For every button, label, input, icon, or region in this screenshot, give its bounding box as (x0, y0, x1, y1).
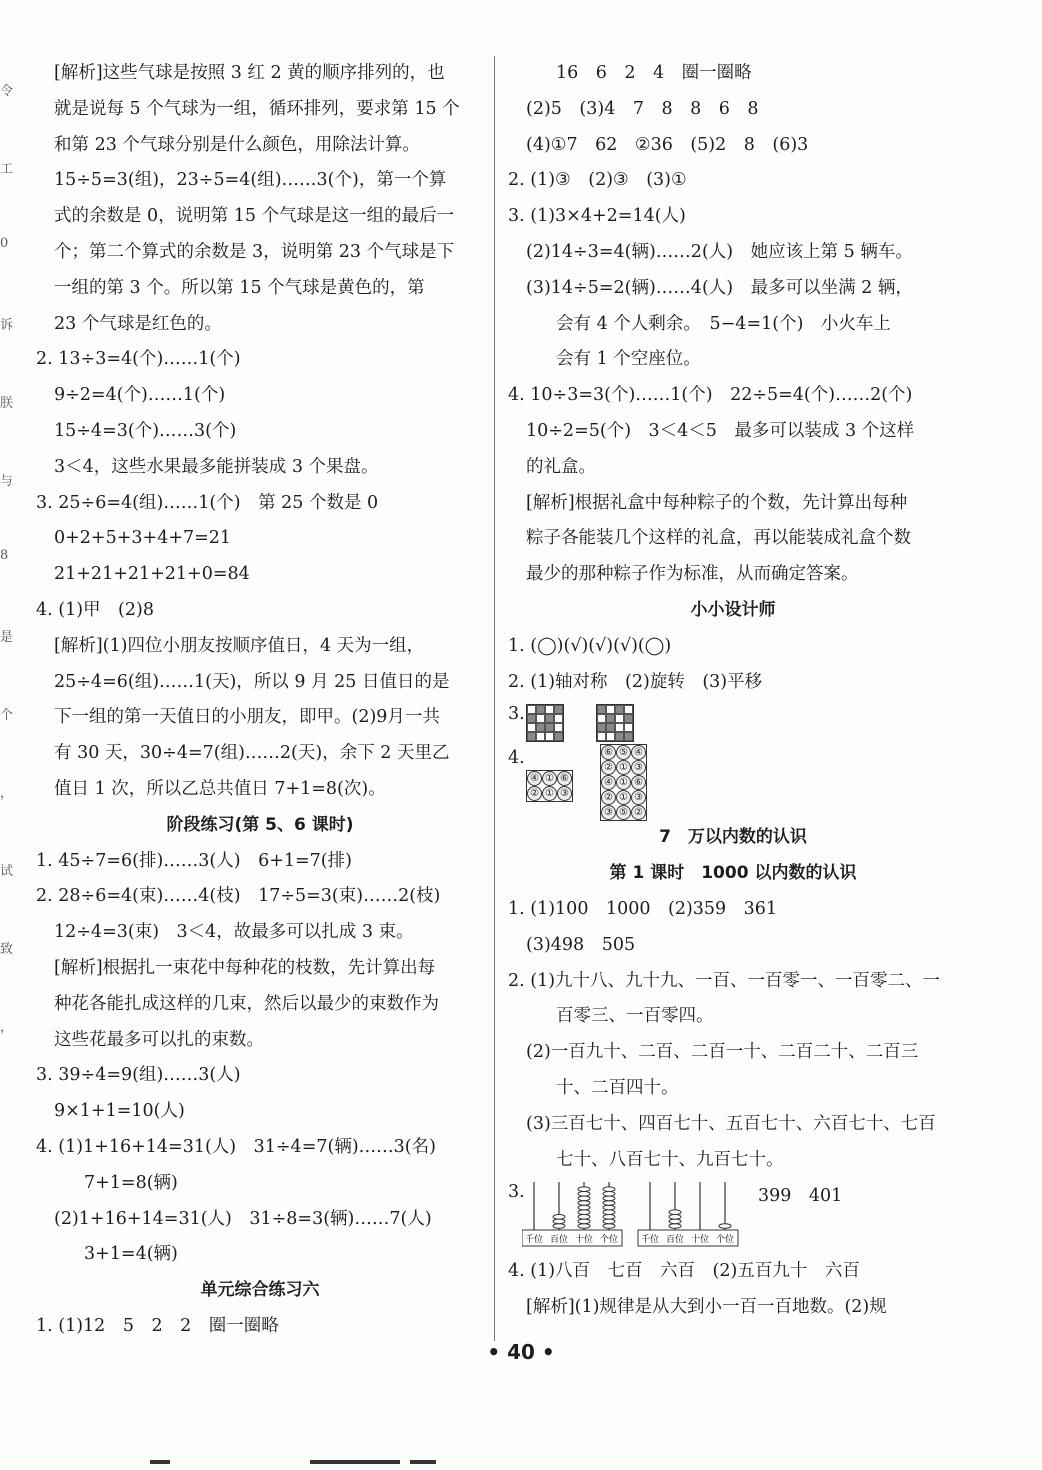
grid-cell (554, 714, 563, 723)
abacus-bead (669, 1224, 681, 1229)
left-line: [解析]这些气球是按照 3 红 2 黄的顺序排列的，也 (54, 63, 445, 83)
grid-cell (624, 714, 633, 723)
abacus-bead (578, 1196, 590, 1201)
edge-mark: 试 (0, 864, 14, 879)
abacus-bead (553, 1219, 565, 1224)
right-heading: 小小设计师 (690, 599, 776, 620)
right-line: 1. (◯)(√)(√)(√)(◯) (508, 635, 672, 656)
number-cell: ⑥ (631, 775, 646, 790)
number-cell: ④ (527, 771, 542, 786)
abacus-bead (603, 1219, 615, 1224)
number-cell: ① (616, 775, 631, 790)
edge-mark: 朕 (0, 396, 14, 411)
left-line: 和第 23 个气球分别是什么颜色，用除法计算。 (54, 134, 420, 155)
grid-cell (606, 714, 615, 723)
abacus-bead (719, 1224, 731, 1229)
right-line: 的礼盒。 (526, 456, 596, 477)
edge-mark: ， (0, 786, 14, 801)
abacus-bead (578, 1210, 590, 1215)
grid-cell (554, 723, 563, 732)
grid-cell (597, 732, 606, 741)
q4-label: 4. (508, 748, 525, 769)
number-cell: ① (616, 790, 631, 805)
grid-cell (527, 723, 536, 732)
clipped-left-edge-text (0, 80, 14, 1180)
left-line: 2. 13÷3=4(个)……1(个) (36, 349, 241, 370)
number-cell: ② (601, 760, 616, 775)
edge-mark: 8 (0, 548, 9, 563)
number-grid-b (600, 744, 647, 821)
left-line: 3+1=4(辆) (84, 1244, 178, 1265)
grid-cell (554, 732, 563, 741)
grid-cell (545, 723, 554, 732)
edge-mark: 致 (0, 942, 14, 957)
grid-cell (545, 705, 554, 714)
unit7-line: 百零三、一百零四。 (556, 1006, 714, 1027)
grid-cell (624, 723, 633, 732)
edge-mark: 个 (0, 708, 14, 723)
unit7-heading: 7 万以内数的认识 (659, 827, 807, 848)
number-cell: ③ (631, 760, 646, 775)
right-line: (4)①7 62 ②36 (5)2 8 (6)3 (526, 134, 809, 155)
left-line: 15÷5=3(组)，23÷5=4(组)……3(个)，第一个算 (54, 170, 447, 191)
grid-cell (536, 714, 545, 723)
abacus-bead (603, 1206, 615, 1211)
right-line: [解析]根据礼盒中每种粽子的个数，先计算出每种 (526, 492, 908, 513)
abacus-bead (578, 1219, 590, 1224)
number-cell: ② (601, 790, 616, 805)
left-line: 2. 28÷6=4(束)……4(枝) 17÷5=3(束)……2(枝) (36, 886, 441, 907)
abacus-bead (578, 1215, 590, 1220)
abacus-place-label: 千位 (640, 1235, 660, 1246)
abacus-bead (603, 1196, 615, 1201)
grid-cell (615, 705, 624, 714)
number-cell: ③ (601, 805, 616, 820)
left-line: 这些花最多可以扎的束数。 (54, 1029, 264, 1050)
left-line: 3＜4，这些水果最多能拼装成 3 个果盘。 (54, 456, 379, 477)
grid-cell (554, 705, 563, 714)
abacus-place-label: 千位 (524, 1235, 544, 1246)
right-line: 2. (1)③ (2)③ (3)① (508, 170, 687, 191)
abacus-figures (522, 1178, 762, 1254)
left-line: 15÷4=3(个)……3(个) (54, 420, 237, 441)
left-line: 种花各能扎成这样的几束，然后以最少的束数作为 (54, 993, 439, 1014)
grid-cell (545, 714, 554, 723)
abacus-bead (578, 1201, 590, 1206)
edge-mark: ， (0, 1020, 14, 1035)
abacus-bead (553, 1215, 565, 1220)
left-line: 0+2+5+3+4+7=21 (54, 528, 232, 549)
abacus-bead (578, 1192, 590, 1197)
number-cell: ④ (631, 745, 646, 760)
left-line: [解析]根据扎一束花中每种花的枝数，先计算出每 (54, 957, 436, 978)
abacus-bead (578, 1187, 590, 1192)
left-line: [解析](1)四位小朋友按顺序值日，4 天为一组， (54, 635, 425, 656)
grid-cell (527, 705, 536, 714)
right-line: 粽子各能装几个这样的礼盒，再以能装成礼盒个数 (526, 528, 911, 549)
right-bottom-block (508, 1254, 958, 1326)
number-cell: ③ (557, 786, 572, 801)
left-line: (2)1+16+14=31(人) 31÷8=3(辆)……7(人) (54, 1208, 432, 1229)
right-line: 4. 10÷3=3(个)……1(个) 22÷5=4(个)……2(个) (508, 385, 913, 406)
grid-cell (527, 714, 536, 723)
abacus-place-label: 百位 (665, 1235, 685, 1246)
number-cell: ⑤ (616, 745, 631, 760)
column-divider (494, 56, 495, 1341)
left-column (36, 56, 484, 1345)
left-line: 23 个气球是红色的。 (54, 313, 222, 334)
left-line: 下一组的第一天值日的小朋友，即甲。(2)9月一共 (54, 707, 440, 728)
grid-cell (615, 714, 624, 723)
right-line: 会有 1 个空座位。 (556, 349, 701, 370)
abacus-q-label: 3. (508, 1182, 525, 1203)
abacus-bead (669, 1219, 681, 1224)
left-line: 4. (1)甲 (2)8 (36, 599, 154, 620)
grid-cell (527, 732, 536, 741)
right-column (508, 56, 958, 1326)
abacus-bead (578, 1206, 590, 1211)
left-line: 3. 39÷4=9(组)……3(人) (36, 1065, 241, 1086)
abacus-bead (603, 1210, 615, 1215)
grid-cell (597, 714, 606, 723)
grid-cell (624, 732, 633, 741)
abacus-bead (603, 1192, 615, 1197)
question-3-figures (508, 700, 958, 744)
left-line: 7+1=8(辆) (84, 1172, 178, 1193)
unit-7-section (508, 820, 958, 1178)
grid-cell (536, 732, 545, 741)
number-cell: ⑥ (557, 771, 572, 786)
left-line: 25÷4=6(组)……1(天)，所以 9 月 25 日值日的是 (54, 671, 450, 692)
abacus-answer: 399 401 (758, 1186, 843, 1207)
abacus-bead (669, 1210, 681, 1215)
right-line: 最少的那种粽子作为标准，从而确定答案。 (526, 564, 859, 585)
left-line: 9×1+1=10(人) (54, 1101, 185, 1122)
grid-cell (597, 723, 606, 732)
unit7-line: 十、二百四十。 (556, 1077, 679, 1098)
edge-mark: 与 (0, 474, 14, 489)
unit7-line: 2. (1)九十八、九十九、一百、一百零一、一百零二、一 (508, 970, 941, 991)
unit7-heading: 第 1 课时 1000 以内数的认识 (609, 863, 857, 884)
number-cell: ⑥ (601, 745, 616, 760)
abacus-place-label: 个位 (599, 1235, 619, 1246)
left-line: 12÷4=3(束) 3＜4，故最多可以扎成 3 束。 (54, 922, 414, 943)
right-line: 10÷2=5(个) 3＜4＜5 最多可以装成 3 个这样 (526, 420, 915, 441)
grid-cell (597, 705, 606, 714)
q3-label: 3. (508, 704, 525, 725)
grid-figure-a (526, 704, 564, 742)
number-cell: ② (631, 805, 646, 820)
right-line: (3)14÷5=2(辆)……4(人) 最多可以坐满 2 辆， (526, 277, 913, 298)
unit7-line: (3)498 505 (526, 934, 636, 955)
left-line: 有 30 天，30÷4=7(组)……2(天)，余下 2 天里乙 (54, 743, 450, 764)
left-line: 4. (1)1+16+14=31(人) 31÷4=7(辆)……3(名) (36, 1136, 436, 1157)
number-cell: ② (527, 786, 542, 801)
grid-cell (606, 723, 615, 732)
left-line: 21+21+21+21+0=84 (54, 564, 250, 585)
abacus-bead (603, 1187, 615, 1192)
number-cell: ③ (631, 790, 646, 805)
page-number-value: 40 (507, 1340, 535, 1364)
question-4-figures (508, 744, 958, 820)
grid-cell (536, 723, 545, 732)
number-cell: ① (542, 771, 557, 786)
unit7-line: 七十、八百七十、九百七十。 (556, 1149, 784, 1170)
right-line: 3. (1)3×4+2=14(人) (508, 206, 686, 227)
abacus-bead (603, 1215, 615, 1220)
grid-cell (545, 732, 554, 741)
grid-cell (615, 732, 624, 741)
abacus-question (508, 1178, 958, 1254)
unit7-line: (3)三百七十、四百七十、五百七十、六百七十、七百 (526, 1113, 936, 1134)
left-line: 1. 45÷7=6(排)……3(人) 6+1=7(排) (36, 850, 352, 871)
left-line: 一组的第 3 个。所以第 15 个气球是黄色的，第 (54, 277, 425, 298)
left-line: 式的余数是 0，说明第 15 个气球是这一组的最后一 (54, 206, 455, 227)
left-line: 3. 25÷6=4(组)……1(个) 第 25 个数是 0 (36, 492, 379, 513)
page-number: • 40 • (487, 1340, 555, 1364)
right-line: 16 6 2 4 圈一圈略 (556, 63, 752, 83)
right-line: (2)5 (3)4 7 8 8 6 8 (526, 98, 759, 119)
number-cell: ① (542, 786, 557, 801)
edge-mark: 0 (0, 236, 9, 251)
number-grid-a (526, 770, 573, 802)
right-top-block (508, 56, 958, 700)
unit7-line: 1. (1)100 1000 (2)359 361 (508, 898, 778, 919)
left-heading: 单元综合练习六 (200, 1280, 320, 1301)
abacus-bead (578, 1224, 590, 1229)
left-heading: 阶段练习(第 5、6 课时) (166, 814, 354, 835)
left-line: 值日 1 次，所以乙总共值日 7+1=8(次)。 (54, 778, 386, 799)
abacus-bead (669, 1215, 681, 1220)
abacus-bead (603, 1201, 615, 1206)
number-cell: ① (616, 760, 631, 775)
grid-cell (615, 723, 624, 732)
grid-cell (536, 705, 545, 714)
unit7-line: (2)一百九十、二百、二百一十、二百二十、二百三 (526, 1042, 919, 1063)
right-bottom-line: 4. (1)八百 七百 六百 (2)五百九十 六百 (508, 1261, 860, 1282)
number-cell: ⑤ (616, 805, 631, 820)
edge-mark: 是 (0, 630, 14, 645)
right-bottom-line: [解析](1)规律是从大到小一百一百地数。(2)规 (526, 1297, 887, 1318)
number-cell: ④ (601, 775, 616, 790)
left-line: 1. (1)12 5 2 2 圈一圈略 (36, 1315, 279, 1336)
grid-cell (606, 705, 615, 714)
right-line: 会有 4 个人剩余。 5−4=1(个) 小火车上 (556, 313, 891, 334)
edge-mark: 工 (0, 162, 14, 177)
edge-mark: 令 (0, 84, 14, 99)
left-line: 9÷2=4(个)……1(个) (54, 385, 226, 406)
abacus-bead (603, 1224, 615, 1229)
left-line: 就是说每 5 个气球为一组，循环排列，要求第 15 个 (54, 98, 460, 119)
abacus-place-label: 个位 (715, 1235, 735, 1246)
edge-mark: 诉 (0, 318, 14, 333)
left-line: 个；第二个算式的余数是 3，说明第 23 个气球是下 (54, 241, 455, 262)
abacus-bead (553, 1224, 565, 1229)
grid-cell (606, 732, 615, 741)
abacus-place-label: 十位 (690, 1235, 710, 1246)
grid-figure-b (596, 704, 634, 742)
abacus-place-label: 百位 (549, 1235, 569, 1246)
right-line: 2. (1)轴对称 (2)旋转 (3)平移 (508, 671, 763, 692)
right-line: (2)14÷3=4(辆)……2(人) 她应该上第 5 辆车。 (526, 241, 913, 262)
grid-cell (624, 705, 633, 714)
abacus-place-label: 十位 (574, 1235, 594, 1246)
